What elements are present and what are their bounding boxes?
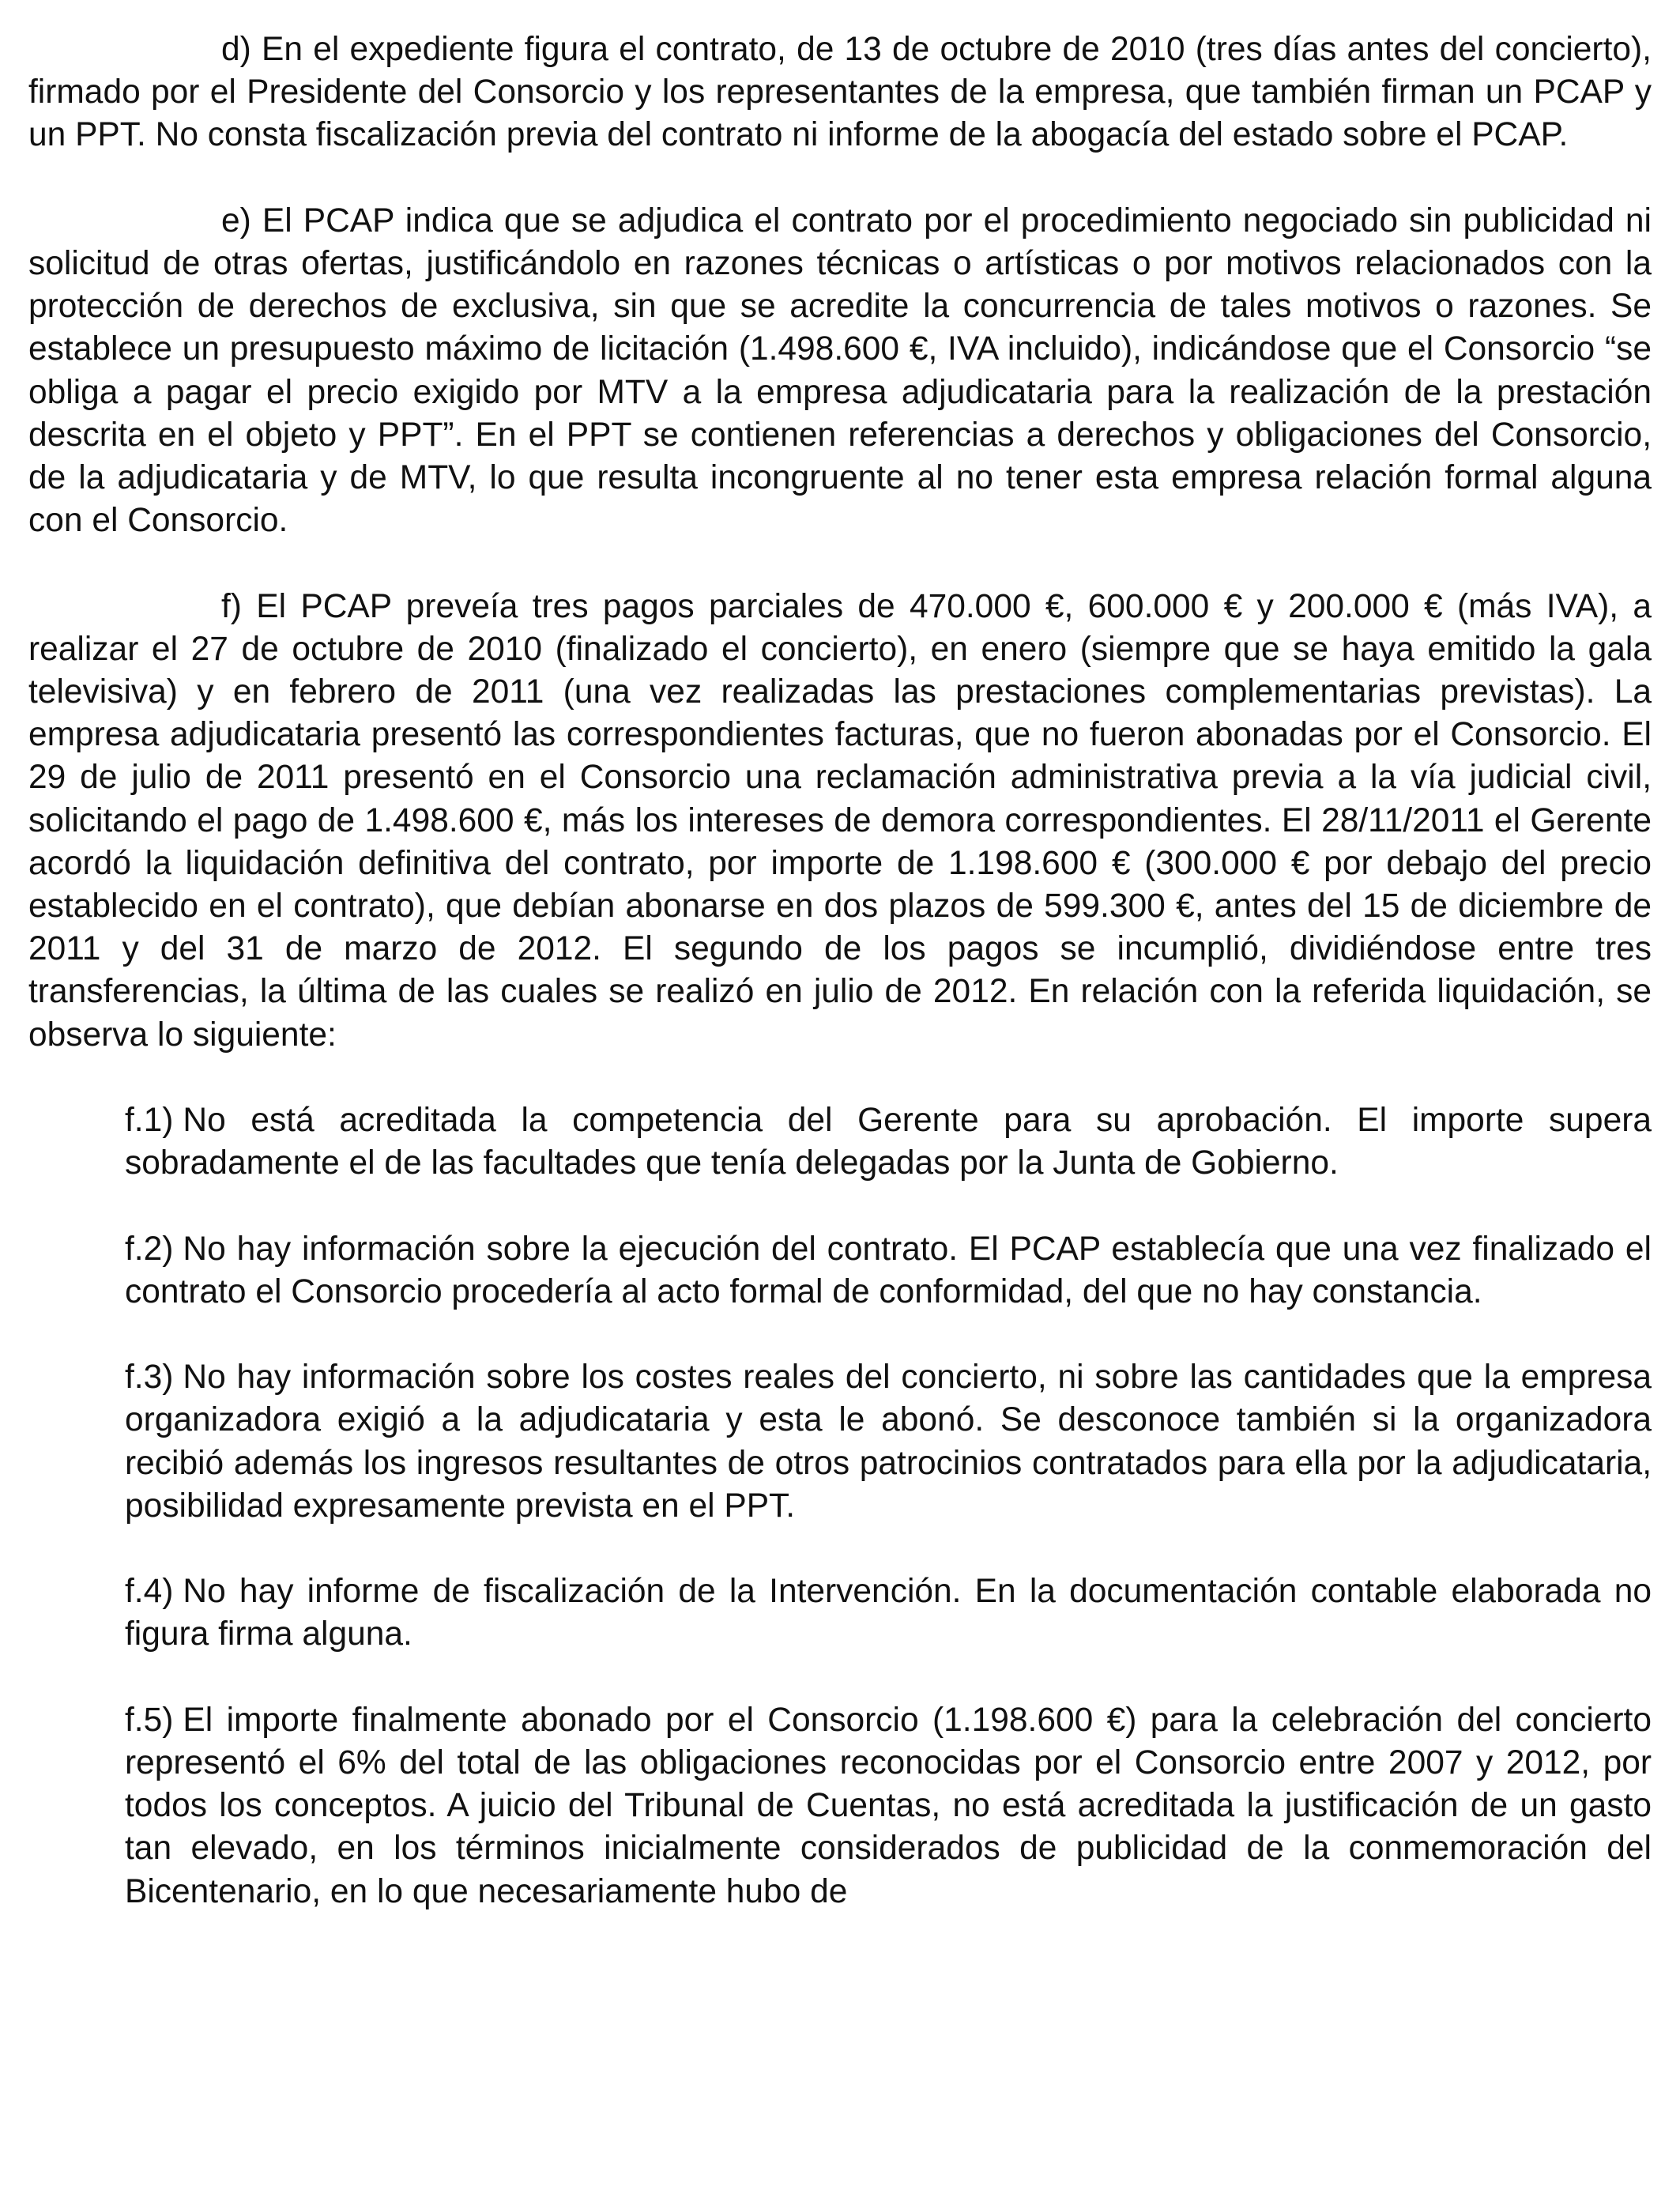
subparagraph-label: f.1) <box>125 1102 174 1140</box>
subparagraph-text: No está acreditada la competencia del Gerente para su aprobación. El importe supera sobradamente el de las facultades que tenía delegadas por la Junta de Gobierno. <box>125 1102 1652 1182</box>
subparagraph-label: f.3) <box>125 1359 174 1397</box>
paragraph-label: e) <box>221 202 251 239</box>
paragraph-e <box>28 200 1652 543</box>
subparagraph-text: No hay información sobre los costes reales del concierto, ni sobre las cantidades que la empresa organizadora exigió a la adjudicataria y esta le abonó. Se desconoce también si la organizadora recibió además los ingresos resultantes de otros patrocinios contratados para ella por la adjudicataria, posibilidad expresamente prevista en el PPT. <box>125 1359 1652 1525</box>
subparagraph-label: f.4) <box>125 1573 174 1611</box>
paragraph-text: El PCAP preveía tres pagos parciales de 470.000 €, 600.000 € y 200.000 € (más IVA), a realizar el 27 de octubre de 2010 (finalizado el concierto), en enero (siempre que se haya emitido la gala televisiva) y en febrero de 2011 (una vez realizadas las prestaciones complementarias previstas). La empresa adjudicataria presentó las correspondientes facturas, que no fueron abonadas por el Consorcio. El 29 de julio de 2011 presentó en el Consorcio una reclamación administrativa previa a la vía judicial civil, solicitando el pago de 1.498.600 €, más los intereses de demora correspondientes. El 28/11/2011 el Gerente acordó la liquidación definitiva del contrato, por importe de 1.198.600 € (300.000 € por debajo del precio establecido en el contrato), que debían abonarse en dos plazos de 599.300 €, antes del 15 de diciembre de 2011 y del 31 de marzo de 2012. El segundo de los pagos se incumplió, dividiéndose entre tres transferencias, la última de las cuales se realizó en julio de 2012. En relación con la referida liquidación, se observa lo siguiente: <box>28 587 1652 1054</box>
subparagraph-label: f.2) <box>125 1230 174 1268</box>
paragraph-f <box>28 586 1652 1057</box>
paragraph-label: d) <box>221 31 251 68</box>
subparagraph-f1 <box>125 1099 1652 1185</box>
subparagraph-text: El importe finalmente abonado por el Consorcio (1.198.600 €) para la celebración del concierto representó el 6% del total de las obligaciones reconocidas por el Consorcio entre 2007 y 2012, por todos los conceptos. A juicio del Tribunal de Cuentas, no está acreditada la justificación de un gasto tan elevado, en los términos inicialmente considerados de publicidad de la conmemoración del Bicentenario, en lo que necesariamente hubo de <box>125 1701 1652 1910</box>
subparagraph-f3 <box>125 1356 1652 1528</box>
paragraph-text: El PCAP indica que se adjudica el contrato por el procedimiento negociado sin publicidad ni solicitud de otras ofertas, justificándolo en razones técnicas o artísticas o por motivos relacionados con la protección de derechos de exclusiva, sin que se acredite la concurrencia de tales motivos o razones. Se establece un presupuesto máximo de licitación (1.498.600 €, IVA incluido), indicándose que el Consorcio “se obliga a pagar el precio exigido por MTV a la empresa adjudicataria para la realización de la prestación descrita en el objeto y PPT”. En el PPT se contienen referencias a derechos y obligaciones del Consorcio, de la adjudicataria y de MTV, lo que resulta incongruente al no tener esta empresa relación formal alguna con el Consorcio. <box>28 202 1652 540</box>
document-page <box>28 28 1652 1956</box>
paragraph-text: En el expediente figura el contrato, de 13 de octubre de 2010 (tres días antes del concierto), firmado por el Presidente del Consorcio y los representantes de la empresa, que también firman un PCAP y un PPT. No consta fiscalización previa del contrato ni informe de la abogacía del estado sobre el PCAP. <box>28 31 1652 154</box>
paragraph-label: f) <box>221 587 242 625</box>
subparagraph-f2 <box>125 1228 1652 1314</box>
subparagraph-f4 <box>125 1570 1652 1656</box>
subparagraph-text: No hay información sobre la ejecución del contrato. El PCAP establecía que una vez finalizado el contrato el Consorcio procedería al acto formal de conformidad, del que no hay constancia. <box>125 1230 1652 1310</box>
paragraph-d <box>28 28 1652 157</box>
subparagraph-label: f.5) <box>125 1701 174 1739</box>
subparagraph-text: No hay informe de fiscalización de la Intervención. En la documentación contable elaborada no figura firma alguna. <box>125 1573 1652 1653</box>
subparagraph-f5 <box>125 1699 1652 1913</box>
